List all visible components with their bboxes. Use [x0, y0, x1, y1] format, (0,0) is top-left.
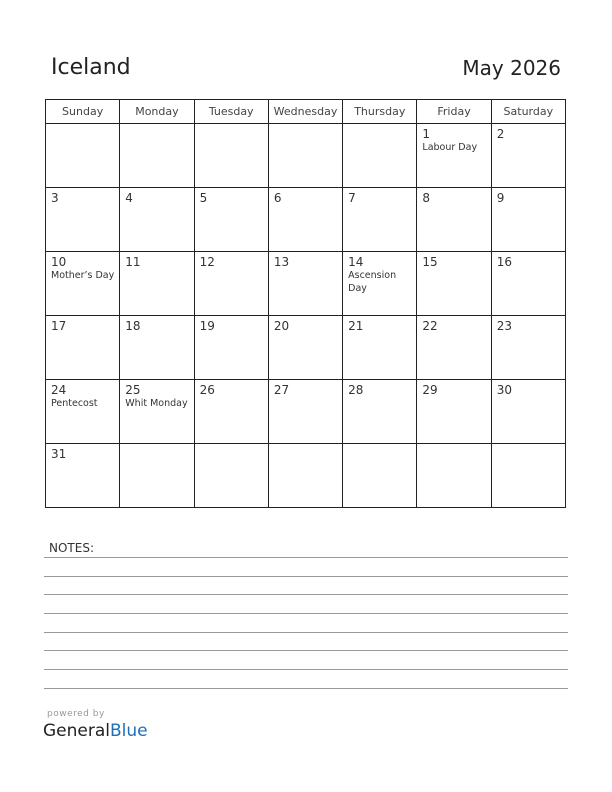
- day-number: 31: [51, 447, 67, 461]
- day-cell[interactable]: [120, 316, 194, 380]
- day-number: 30: [496, 383, 512, 397]
- day-cell[interactable]: [194, 188, 268, 252]
- day-cell[interactable]: [417, 252, 491, 316]
- day-number: 20: [273, 319, 290, 333]
- week-row: [46, 124, 566, 188]
- note-line: [44, 688, 568, 689]
- day-cell[interactable]: [46, 380, 120, 444]
- day-number: 18: [125, 319, 141, 333]
- holiday-label: Pentecost: [51, 398, 98, 409]
- day-number: 17: [51, 319, 67, 333]
- day-number: 4: [125, 191, 133, 205]
- day-number: 3: [51, 191, 59, 205]
- day-cell[interactable]: [268, 316, 342, 380]
- powered-by-text: powered by: [47, 709, 105, 719]
- day-cell[interactable]: [343, 316, 417, 380]
- day-cell[interactable]: [46, 124, 120, 188]
- day-cell[interactable]: [194, 316, 268, 380]
- day-cell[interactable]: [343, 188, 417, 252]
- day-cell[interactable]: [268, 124, 342, 188]
- day-number: 25: [125, 383, 141, 397]
- day-number: 7: [348, 191, 356, 205]
- note-line: [44, 576, 568, 577]
- day-number: 22: [422, 319, 438, 333]
- day-number: 19: [199, 319, 215, 333]
- weekday-monday: Monday: [120, 100, 194, 124]
- day-cell[interactable]: [194, 444, 268, 508]
- note-line: [44, 650, 568, 651]
- weekday-friday: Friday: [417, 100, 491, 124]
- day-number: 27: [273, 383, 290, 397]
- day-cell[interactable]: [268, 188, 342, 252]
- brand-general-text: General: [43, 721, 110, 741]
- day-number: 9: [496, 191, 505, 205]
- day-cell[interactable]: [491, 316, 565, 380]
- day-number: 21: [348, 319, 364, 333]
- day-cell[interactable]: [343, 252, 417, 316]
- day-number: 1: [422, 127, 431, 141]
- month-year-title: May 2026: [462, 56, 561, 80]
- day-cell[interactable]: [417, 444, 491, 508]
- note-line: [44, 613, 568, 614]
- day-number: 5: [199, 191, 208, 205]
- note-line: [44, 669, 568, 670]
- note-line: [44, 632, 568, 633]
- day-cell[interactable]: [46, 444, 120, 508]
- weekday-wednesday: Wednesday: [268, 100, 342, 124]
- day-number: 24: [51, 383, 67, 397]
- day-cell[interactable]: [417, 188, 491, 252]
- day-number: 8: [422, 191, 431, 205]
- country-title: Iceland: [51, 55, 131, 80]
- weekday-tuesday: Tuesday: [194, 100, 268, 124]
- holiday-label: Ascension Day: [348, 270, 397, 294]
- day-number: 23: [496, 319, 512, 333]
- weekday-header-row: [46, 100, 566, 124]
- day-number: 15: [422, 255, 438, 269]
- day-number: 29: [422, 383, 438, 397]
- week-row: [46, 252, 566, 316]
- day-cell[interactable]: [46, 316, 120, 380]
- week-row: [46, 188, 566, 252]
- day-number: 13: [273, 255, 290, 269]
- day-number: 16: [496, 255, 512, 269]
- day-cell[interactable]: [417, 124, 491, 188]
- day-cell[interactable]: [268, 380, 342, 444]
- holiday-label: Labour Day: [422, 142, 478, 153]
- week-row: [46, 444, 566, 508]
- day-cell[interactable]: [194, 380, 268, 444]
- day-cell[interactable]: [491, 188, 565, 252]
- day-cell[interactable]: [417, 316, 491, 380]
- day-cell[interactable]: [120, 124, 194, 188]
- calendar-body: [46, 124, 566, 508]
- day-number: 28: [348, 383, 364, 397]
- day-cell[interactable]: [268, 444, 342, 508]
- weekday-saturday: Saturday: [491, 100, 565, 124]
- day-cell[interactable]: [46, 188, 120, 252]
- day-cell[interactable]: [120, 444, 194, 508]
- notes-label: NOTES:: [49, 541, 94, 555]
- holiday-label: Mother’s Day: [51, 270, 115, 281]
- weekday-thursday: Thursday: [343, 100, 417, 124]
- day-cell[interactable]: [46, 252, 120, 316]
- week-row: [46, 316, 566, 380]
- day-number: 26: [199, 383, 215, 397]
- day-number: 6: [273, 191, 282, 205]
- calendar-grid: [45, 99, 566, 508]
- day-cell[interactable]: [120, 252, 194, 316]
- day-cell[interactable]: [194, 124, 268, 188]
- day-cell[interactable]: [343, 124, 417, 188]
- weekday-sunday: Sunday: [46, 100, 120, 124]
- day-cell[interactable]: [491, 252, 565, 316]
- day-cell[interactable]: [491, 124, 565, 188]
- day-number: 10: [51, 255, 67, 269]
- brand-logo[interactable]: [43, 721, 148, 741]
- day-cell[interactable]: [491, 444, 565, 508]
- note-line: [44, 594, 568, 595]
- day-cell[interactable]: [194, 252, 268, 316]
- week-row: [46, 380, 566, 444]
- day-cell[interactable]: [417, 380, 491, 444]
- day-number: 11: [125, 255, 141, 269]
- brand-blue-text: Blue: [110, 721, 148, 741]
- day-cell[interactable]: [268, 252, 342, 316]
- day-cell[interactable]: [120, 380, 194, 444]
- day-number: 2: [496, 127, 505, 141]
- day-cell[interactable]: [343, 380, 417, 444]
- day-number: 12: [199, 255, 215, 269]
- day-number: 14: [348, 255, 364, 269]
- day-cell[interactable]: [343, 444, 417, 508]
- note-line: [44, 557, 568, 558]
- holiday-label: Whit Monday: [125, 398, 188, 409]
- day-cell[interactable]: [491, 380, 565, 444]
- day-cell[interactable]: [120, 188, 194, 252]
